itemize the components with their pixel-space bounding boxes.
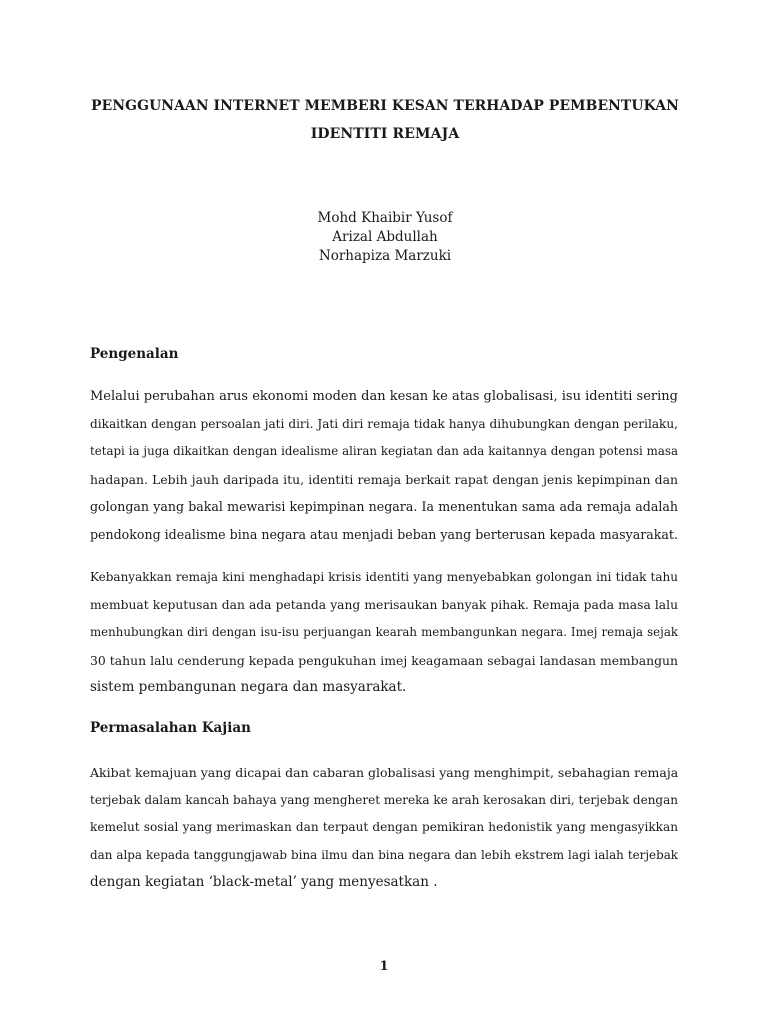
paragraph-line: tetapi ia juga dikaitkan dengan idealisme aliran kegiatan dan ada kaitannya dengan potensi masa bbox=[90, 444, 678, 459]
paragraph-line: dengan kegiatan ‘black-metal’ yang menyesatkan . bbox=[90, 874, 438, 891]
paragraph-line: pendokong idealisme bina negara atau menjadi beban yang berterusan kepada masyarakat. bbox=[90, 526, 678, 542]
paragraph-line: dikaitkan dengan persoalan jati diri. Jati diri remaja tidak hanya dihubungkan dengan perilaku, bbox=[90, 416, 678, 431]
paragraph bbox=[90, 383, 678, 549]
author-name: Norhapiza Marzuki bbox=[318, 248, 452, 264]
title-line: PENGGUNAAN INTERNET MEMBERI KESAN TERHADAP PEMBENTUKAN bbox=[91, 98, 679, 114]
paragraph-line: sistem pembangunan negara dan masyarakat. bbox=[90, 679, 407, 696]
section-heading-pengenalan: Pengenalan bbox=[90, 346, 179, 362]
paragraph-line: hadapan. Lebih jauh daripada itu, identiti remaja berkait rapat dengan jenis kepimpinan dan bbox=[90, 471, 678, 487]
paragraph-line: Kebanyakkan remaja kini menghadapi krisis identiti yang menyebabkan golongan ini tidak tahu bbox=[90, 570, 678, 584]
author-list bbox=[90, 209, 680, 266]
paragraph-line: 30 tahun lalu cenderung kepada pengukuhan imej keagamaan sebagai landasan membangun bbox=[90, 652, 678, 668]
paragraph-line: Akibat kemajuan yang dicapai dan cabaran globalisasi yang menghimpit, sebahagian remaja bbox=[90, 765, 679, 780]
document-title bbox=[90, 92, 680, 148]
paragraph-line: menhubungkan diri dengan isu-isu perjuangan kearah membangunkan negara. Imej remaja sejak bbox=[90, 625, 678, 640]
paragraph-line: kemelut sosial yang merimaskan dan terpaut dengan pemikiran hedonistik yang mengasyikkan bbox=[90, 820, 678, 835]
paragraph-line: membuat keputusan dan ada petanda yang merisaukan banyak pihak. Remaja pada masa lalu bbox=[90, 597, 678, 612]
paragraph-line: dan alpa kepada tanggungjawab bina ilmu dan bina negara dan lebih ekstrem lagi ialah terjebak bbox=[90, 847, 678, 862]
author-name: Mohd Khaibir Yusof bbox=[317, 210, 453, 226]
title-line: IDENTITI REMAJA bbox=[310, 126, 460, 142]
author-name: Arizal Abdullah bbox=[332, 229, 438, 245]
section-heading-permasalahan-kajian: Permasalahan Kajian bbox=[90, 720, 251, 736]
page-number: 1 bbox=[379, 959, 389, 974]
paragraph bbox=[90, 759, 678, 897]
paragraph-line: Melalui perubahan arus ekonomi moden dan kesan ke atas globalisasi, isu identiti sering bbox=[90, 389, 678, 404]
paragraph-line: terjebak dalam kancah bahaya yang mengheret mereka ke arah kerosakan diri, terjebak dengan bbox=[90, 792, 678, 807]
paragraph-line: golongan yang bakal mewarisi kepimpinan negara. Ia menentukan sama ada remaja adalah bbox=[90, 499, 678, 515]
paragraph bbox=[90, 564, 678, 702]
